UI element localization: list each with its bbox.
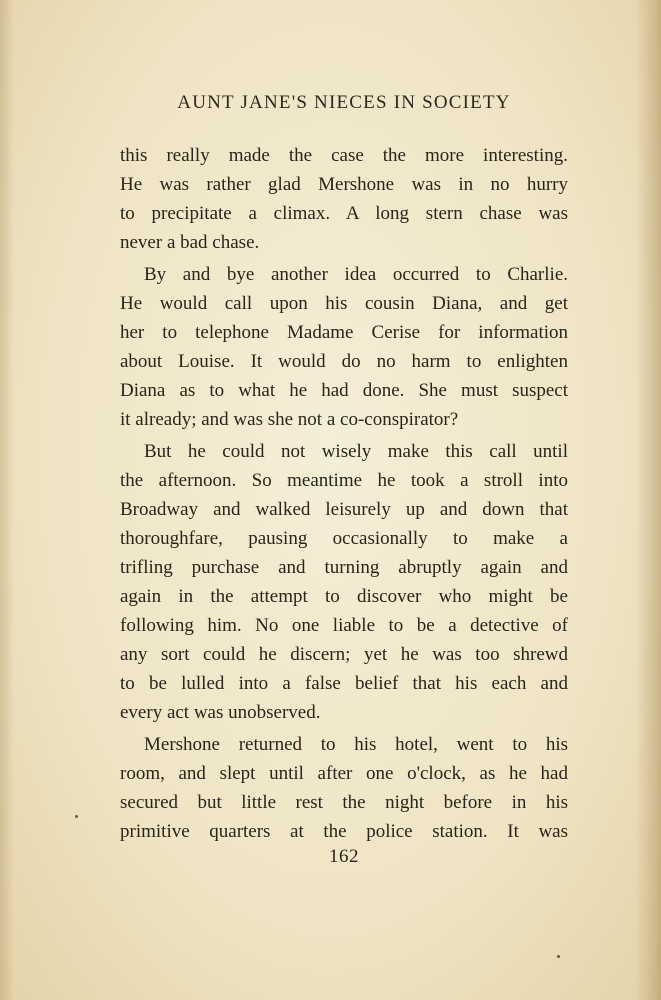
paragraph	[120, 437, 568, 727]
text-line: to precipitate a climax. A long stern chase was	[120, 203, 568, 224]
page-edge-right-shadow	[635, 0, 661, 1000]
page-edge-left-shadow	[0, 0, 14, 1000]
text-line: about Louise. It would do no harm to enlighten	[120, 351, 568, 372]
paragraph	[120, 260, 568, 434]
text-line: Mershone returned to his hotel, went to his	[144, 734, 568, 755]
text-line: Broadway and walked leisurely up and down that	[120, 499, 568, 520]
text-line: He was rather glad Mershone was in no hurry	[120, 174, 568, 195]
text-line: Diana as to what he had done. She must suspect	[120, 380, 568, 401]
text-line: any sort could he discern; yet he was too shrewd	[120, 644, 568, 665]
text-line: secured but little rest the night before in his	[120, 792, 568, 813]
text-line: again in the attempt to discover who might be	[120, 586, 568, 607]
text-line: trifling purchase and turning abruptly again and	[120, 557, 568, 578]
text-line: every act was unobserved.	[120, 702, 321, 723]
page-number: 162	[329, 846, 359, 867]
paper-speck	[557, 955, 560, 958]
text-line: By and bye another idea occurred to Charlie.	[144, 264, 568, 285]
text-line: this really made the case the more interesting.	[120, 145, 568, 166]
text-line: to be lulled into a false belief that his each and	[120, 673, 568, 694]
text-line: the afternoon. So meantime he took a stroll into	[120, 470, 568, 491]
text-line: thoroughfare, pausing occasionally to make a	[120, 528, 568, 549]
running-head: AUNT JANE'S NIECES IN SOCIETY	[177, 92, 511, 113]
paper-speck	[75, 815, 78, 818]
text-line: her to telephone Madame Cerise for information	[120, 322, 568, 343]
text-line: But he could not wisely make this call until	[144, 441, 568, 462]
text-line: following him. No one liable to be a detective of	[120, 615, 568, 636]
text-line: never a bad chase.	[120, 232, 260, 253]
text-line: primitive quarters at the police station. It was	[120, 821, 568, 842]
text-line: He would call upon his cousin Diana, and get	[120, 293, 568, 314]
paragraph	[120, 730, 568, 846]
paragraph	[120, 141, 568, 257]
body-text	[120, 141, 568, 846]
text-line: it already; and was she not a co-conspirator?	[120, 409, 459, 430]
text-line: room, and slept until after one o'clock, as he had	[120, 763, 568, 784]
